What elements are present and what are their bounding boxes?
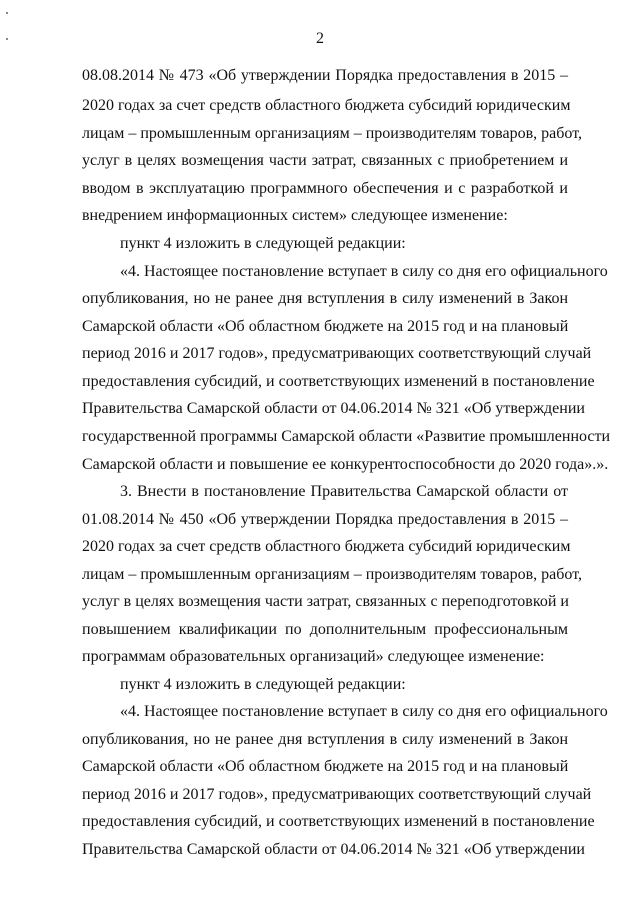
text-line: 3. Внести в постановление Правительства Самарской области от — [120, 483, 568, 500]
text-line: государственной программы Самарской области «Развитие промышленности — [82, 428, 611, 445]
text-line: пункт 4 изложить в следующей редакции: — [120, 235, 406, 252]
text-line: «4. Настоящее постановление вступает в силу со дня его официального — [120, 703, 608, 720]
text-line: внедрением информационных систем» следующее изменение: — [82, 207, 508, 224]
text-line: Самарской области и повышение ее конкурентоспособности до 2020 года».». — [82, 456, 609, 473]
text-line: период 2016 и 2017 годов», предусматривающих соответствующий случай — [82, 786, 592, 803]
text-line: 2020 годах за счет средств областного бюджета субсидий юридическим — [82, 538, 571, 555]
text-line: повышением квалификации по дополнительным профессиональным — [82, 621, 568, 638]
text-line: Самарской области «Об областном бюджете на 2015 год и на плановый — [82, 758, 569, 775]
text-line: лицам – промышленным организациям – производителям товаров, работ, — [82, 125, 582, 142]
text-line: вводом в эксплуатацию программного обеспечения и с разработкой и — [82, 180, 568, 197]
text-line: услуг в целях возмещения части затрат, связанных с приобретением и — [82, 152, 568, 169]
text-line: опубликования, но не ранее дня вступления в силу изменений в Закон — [82, 290, 568, 307]
text-line: период 2016 и 2017 годов», предусматривающих соответствующий случай — [82, 345, 592, 362]
text-line: 01.08.2014 № 450 «Об утверждении Порядка предоставления в 2015 – — [82, 511, 568, 528]
text-line: 08.08.2014 № 473 «Об утверждении Порядка предоставления в 2015 – — [82, 67, 568, 84]
text-line: Правительства Самарской области от 04.06.2014 № 321 «Об утверждении — [82, 400, 585, 417]
text-line: Правительства Самарской области от 04.06.2014 № 321 «Об утверждении — [82, 841, 585, 858]
text-line: «4. Настоящее постановление вступает в силу со дня его официального — [120, 263, 608, 280]
text-line: предоставления субсидий, и соответствующих изменений в постановление — [82, 813, 595, 830]
text-line: пункт 4 изложить в следующей редакции: — [120, 676, 406, 693]
text-line: программам образовательных организаций» следующее изменение: — [82, 648, 545, 665]
text-line: предоставления субсидий, и соответствующих изменений в постановление — [82, 373, 595, 390]
text-line: лицам – промышленным организациям – производителям товаров, работ, — [82, 566, 582, 583]
text-line: 2020 годах за счет средств областного бюджета субсидий юридическим — [82, 97, 571, 114]
text-line: опубликования, но не ранее дня вступления в силу изменений в Закон — [82, 731, 568, 748]
page-number: 2 — [316, 30, 324, 47]
text-line: услуг в целях возмещения части затрат, связанных с переподготовкой и — [82, 593, 569, 610]
text-line: Самарской области «Об областном бюджете на 2015 год и на плановый — [82, 318, 569, 335]
scan-mark — [6, 12, 8, 14]
